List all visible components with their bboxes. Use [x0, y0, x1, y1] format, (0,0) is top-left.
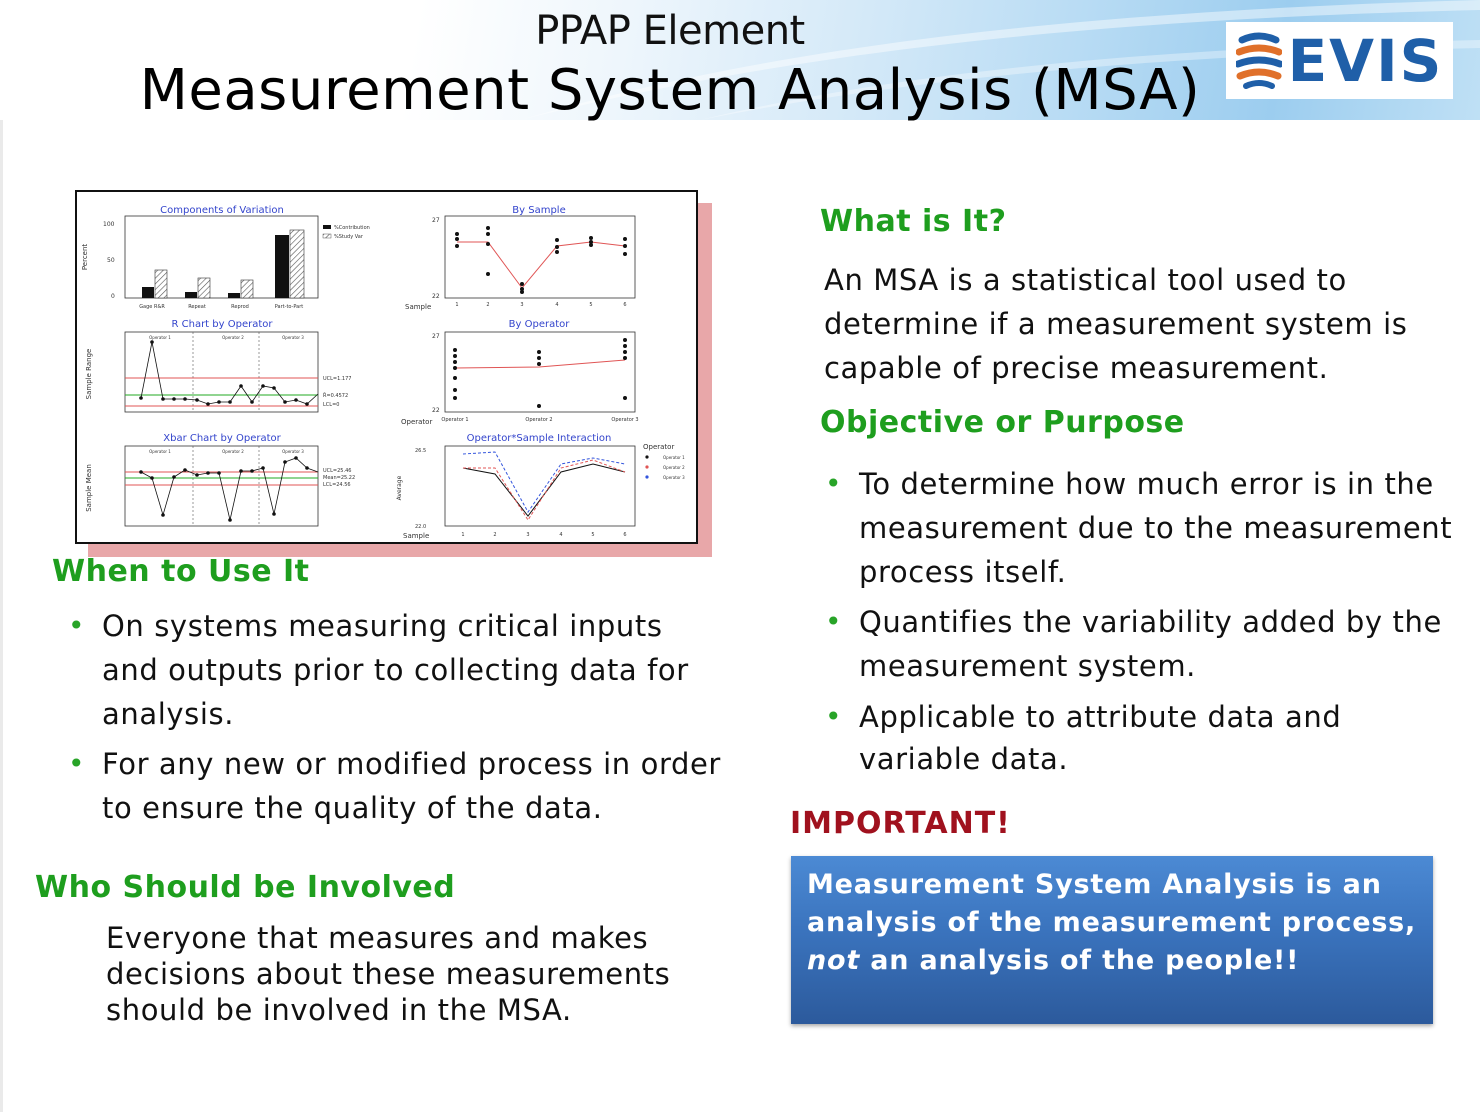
interaction-xtick: 5	[591, 532, 595, 538]
by-sample-xtick: 4	[555, 302, 559, 308]
components-plot-area	[125, 216, 318, 298]
components-bar	[142, 287, 154, 298]
interaction-legend-marker	[645, 465, 648, 468]
xbar-chart-series	[141, 458, 318, 520]
r-chart-lcl: LCL=0	[323, 402, 340, 408]
important-callout	[791, 856, 1433, 1024]
components-bar	[228, 293, 240, 298]
interaction-series	[463, 460, 625, 520]
when-to-use-list	[68, 604, 728, 830]
left-divider	[0, 120, 3, 1112]
interaction-xlabel: Sample	[403, 532, 430, 540]
components-legend-swatch	[323, 225, 331, 229]
interaction-legend: Operator 2	[663, 465, 685, 470]
interaction-series	[463, 452, 625, 512]
objective-heading: Objective or Purpose	[820, 405, 1185, 440]
by-sample-xtick: 3	[520, 302, 524, 308]
what-is-it-heading: What is It?	[820, 204, 1007, 239]
slide-title: Measurement System Analysis (MSA)	[139, 58, 1201, 123]
interaction-legend-marker	[645, 475, 648, 478]
slide-subtitle: PPAP Element	[535, 8, 805, 54]
components-ylabel: Percent	[81, 243, 89, 271]
msa-charts-svg	[77, 192, 696, 542]
callout-text: an analysis of the people!!	[860, 945, 1300, 976]
xbar-chart-operator: Operator 2	[222, 449, 244, 454]
list-item: • On systems measuring critical inputs and outputs prior to collecting data for analysis.	[68, 604, 728, 736]
interaction-ytick: 22.0	[415, 524, 427, 530]
r-chart-rbar: R̄=0.4572	[323, 393, 349, 399]
by-operator-xtick: Operator 1	[441, 417, 469, 423]
by-operator-xtick: Operator 2	[525, 417, 553, 423]
xbar-chart-title: Xbar Chart by Operator	[163, 433, 281, 444]
by-operator-plot-area	[445, 332, 635, 412]
msa-chart-composite	[75, 190, 698, 544]
components-ytick: 100	[103, 221, 115, 228]
components-ytick: 0	[111, 293, 115, 300]
components-bar	[275, 235, 289, 298]
components-bar	[198, 278, 210, 298]
interaction-plot-area	[445, 446, 635, 526]
components-category: Gage R&R	[139, 304, 165, 310]
interaction-legend: Operator 1	[663, 455, 685, 460]
components-bar	[241, 280, 253, 298]
xbar-chart-plot-area	[125, 446, 318, 526]
r-chart-ucl: UCL=1.177	[323, 376, 352, 382]
objective-list	[825, 462, 1465, 780]
by-sample-xtick: 2	[486, 302, 490, 308]
r-chart-plot-area	[125, 332, 318, 412]
components-legend: %Contribution	[334, 225, 370, 231]
by-sample-mean-line	[457, 242, 625, 288]
by-sample-ytick: 27	[432, 217, 440, 224]
who-involved-text: Everyone that measures and makes decisions about these measurements should be involved in the MSA.	[106, 921, 671, 1027]
components-category: Part-to-Part	[274, 304, 304, 310]
who-involved-heading: Who Should be Involved	[35, 870, 456, 905]
components-bar	[290, 230, 304, 298]
r-chart-title: R Chart by Operator	[171, 319, 273, 330]
interaction-xtick: 3	[526, 532, 530, 538]
interaction-ytick: 26.5	[415, 448, 427, 454]
by-sample-xlabel: Sample	[405, 303, 432, 311]
xbar-chart-mean: Mean=25.22	[323, 475, 356, 481]
by-operator-ytick: 22	[432, 407, 440, 414]
by-sample-xtick: 6	[623, 302, 627, 308]
xbar-chart-ucl: UCL=25.46	[323, 468, 352, 474]
xbar-chart-lcl: LCL=24.56	[323, 482, 351, 488]
by-operator-xlabel: Operator	[401, 418, 433, 426]
interaction-xtick: 6	[623, 532, 627, 538]
when-to-use-heading: When to Use It	[52, 554, 310, 589]
by-sample-xtick: 5	[589, 302, 593, 308]
xbar-chart-operator: Operator 3	[282, 449, 304, 454]
important-label: IMPORTANT!	[790, 806, 1011, 841]
list-item: • Applicable to attribute data and variable data.	[825, 696, 1465, 780]
xbar-chart-operator: Operator 1	[149, 449, 171, 454]
interaction-title: Operator*Sample Interaction	[466, 433, 612, 444]
components-title: Components of Variation	[160, 205, 284, 216]
components-legend-swatch	[323, 234, 331, 238]
list-item: • To determine how much error is in the measurement due to the measurement process itself.	[825, 462, 1465, 594]
interaction-xtick: 1	[461, 532, 465, 538]
interaction-series	[463, 464, 625, 516]
interaction-xtick: 4	[559, 532, 563, 538]
logo-wordmark: EVIS	[1287, 26, 1444, 95]
r-chart-operator: Operator 3	[282, 335, 304, 340]
interaction-legend-marker	[645, 455, 648, 458]
by-operator-xtick: Operator 3	[611, 417, 639, 423]
interaction-legend-title: Operator	[643, 443, 675, 451]
interaction-ylabel: Average	[396, 475, 403, 501]
components-category: Repeat	[188, 304, 206, 310]
evis-logo	[1226, 22, 1453, 99]
callout-emphasis: not	[807, 945, 861, 976]
components-bar	[185, 292, 197, 298]
xbar-chart-ylabel: Sample Mean	[85, 464, 93, 512]
interaction-xtick: 2	[493, 532, 497, 538]
by-operator-title: By Operator	[508, 319, 570, 330]
list-item: • For any new or modified process in order to ensure the quality of the data.	[68, 742, 728, 830]
logo-globe-icon	[1236, 32, 1282, 90]
callout-text: Measurement System Analysis is an analysis of the measurement process,	[807, 869, 1417, 938]
components-ytick: 50	[107, 257, 115, 264]
by-sample-xtick: 1	[455, 302, 459, 308]
interaction-legend: Operator 3	[663, 475, 685, 480]
components-legend: %Study Var	[334, 234, 363, 240]
components-category: Reprod	[231, 304, 249, 310]
r-chart-operator: Operator 2	[222, 335, 244, 340]
what-is-it-text: An MSA is a statistical tool used to determine if a measurement system is capable of precise measurement.	[824, 263, 1408, 385]
list-item: • Quantifies the variability added by the measurement system.	[825, 600, 1465, 688]
by-sample-title: By Sample	[512, 205, 566, 216]
by-sample-plot-area	[445, 216, 635, 298]
by-sample-ytick: 22	[432, 293, 440, 300]
components-bar	[155, 270, 167, 298]
r-chart-operator: Operator 1	[149, 335, 171, 340]
r-chart-ylabel: Sample Range	[85, 348, 93, 400]
by-operator-ytick: 27	[432, 333, 440, 340]
